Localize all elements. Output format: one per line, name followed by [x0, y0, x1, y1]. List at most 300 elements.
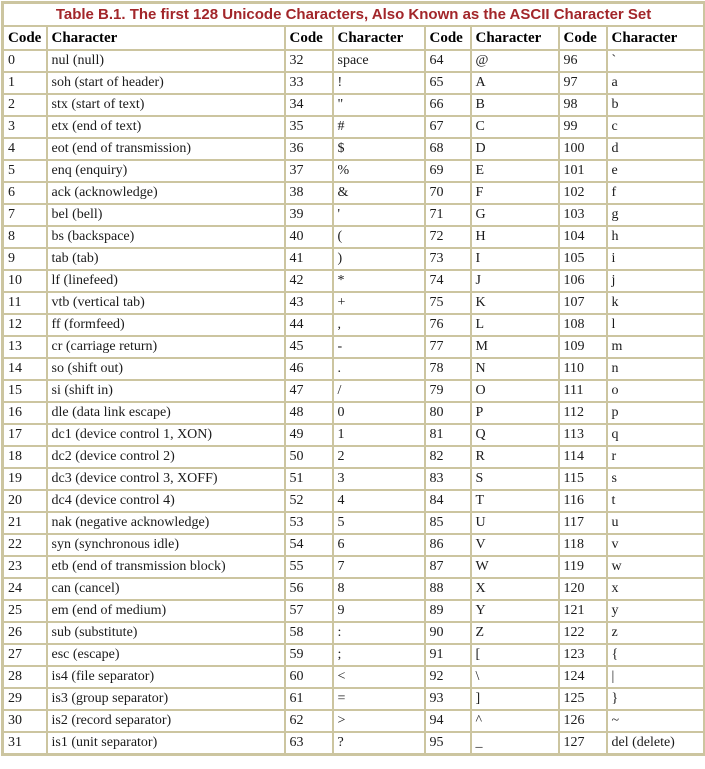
character-cell: is3 (group separator): [47, 688, 285, 710]
code-cell: 94: [425, 710, 471, 732]
character-cell: G: [471, 204, 559, 226]
character-cell: 7: [333, 556, 425, 578]
code-cell: 110: [559, 358, 607, 380]
character-cell: $: [333, 138, 425, 160]
character-cell: ^: [471, 710, 559, 732]
column-header-character-1: Character: [333, 26, 425, 50]
table-row: [3, 358, 705, 380]
character-cell: d: [607, 138, 705, 160]
character-cell: etx (end of text): [47, 116, 285, 138]
character-cell: %: [333, 160, 425, 182]
character-cell: T: [471, 490, 559, 512]
table-body: [3, 50, 705, 755]
code-cell: 67: [425, 116, 471, 138]
character-cell: Z: [471, 622, 559, 644]
code-cell: 36: [285, 138, 333, 160]
character-cell: sub (substitute): [47, 622, 285, 644]
code-cell: 57: [285, 600, 333, 622]
table-row: [3, 710, 705, 732]
character-cell: 4: [333, 490, 425, 512]
code-cell: 11: [3, 292, 47, 314]
code-cell: 86: [425, 534, 471, 556]
code-cell: 40: [285, 226, 333, 248]
code-cell: 117: [559, 512, 607, 534]
code-cell: 24: [3, 578, 47, 600]
character-cell: 3: [333, 468, 425, 490]
code-cell: 66: [425, 94, 471, 116]
character-cell: dc2 (device control 2): [47, 446, 285, 468]
character-cell: D: [471, 138, 559, 160]
code-cell: 41: [285, 248, 333, 270]
table-row: [3, 182, 705, 204]
character-cell: }: [607, 688, 705, 710]
character-cell: =: [333, 688, 425, 710]
code-cell: 96: [559, 50, 607, 72]
character-cell: cr (carriage return): [47, 336, 285, 358]
character-cell: soh (start of header): [47, 72, 285, 94]
character-cell: 5: [333, 512, 425, 534]
table-row: [3, 512, 705, 534]
character-cell: .: [333, 358, 425, 380]
code-cell: 52: [285, 490, 333, 512]
table-row: [3, 556, 705, 578]
code-cell: 13: [3, 336, 47, 358]
code-cell: 125: [559, 688, 607, 710]
character-cell: k: [607, 292, 705, 314]
code-cell: 9: [3, 248, 47, 270]
code-cell: 126: [559, 710, 607, 732]
code-cell: 47: [285, 380, 333, 402]
code-cell: 69: [425, 160, 471, 182]
table-row: [3, 116, 705, 138]
code-cell: 73: [425, 248, 471, 270]
code-cell: 81: [425, 424, 471, 446]
character-cell: -: [333, 336, 425, 358]
code-cell: 114: [559, 446, 607, 468]
character-cell: n: [607, 358, 705, 380]
character-cell: r: [607, 446, 705, 468]
character-cell: `: [607, 50, 705, 72]
code-cell: 27: [3, 644, 47, 666]
code-cell: 106: [559, 270, 607, 292]
code-cell: 8: [3, 226, 47, 248]
character-cell: is2 (record separator): [47, 710, 285, 732]
table-row: [3, 336, 705, 358]
character-cell: X: [471, 578, 559, 600]
code-cell: 17: [3, 424, 47, 446]
code-cell: 31: [3, 732, 47, 755]
code-cell: 10: [3, 270, 47, 292]
code-cell: 1: [3, 72, 47, 94]
code-cell: 113: [559, 424, 607, 446]
table-row: [3, 160, 705, 182]
code-cell: 20: [3, 490, 47, 512]
code-cell: 85: [425, 512, 471, 534]
character-cell: >: [333, 710, 425, 732]
code-cell: 79: [425, 380, 471, 402]
code-cell: 115: [559, 468, 607, 490]
character-cell: v: [607, 534, 705, 556]
code-cell: 93: [425, 688, 471, 710]
character-cell: B: [471, 94, 559, 116]
code-cell: 101: [559, 160, 607, 182]
column-header-code-3: Code: [559, 26, 607, 50]
code-cell: 98: [559, 94, 607, 116]
code-cell: 18: [3, 446, 47, 468]
code-cell: 59: [285, 644, 333, 666]
code-cell: 103: [559, 204, 607, 226]
code-cell: 38: [285, 182, 333, 204]
character-cell: I: [471, 248, 559, 270]
character-cell: space: [333, 50, 425, 72]
code-cell: 65: [425, 72, 471, 94]
character-cell: W: [471, 556, 559, 578]
character-cell: s: [607, 468, 705, 490]
code-cell: 108: [559, 314, 607, 336]
code-cell: 100: [559, 138, 607, 160]
code-cell: 119: [559, 556, 607, 578]
code-cell: 60: [285, 666, 333, 688]
character-cell: 2: [333, 446, 425, 468]
code-cell: 92: [425, 666, 471, 688]
code-cell: 56: [285, 578, 333, 600]
character-cell: can (cancel): [47, 578, 285, 600]
code-cell: 121: [559, 600, 607, 622]
code-cell: 76: [425, 314, 471, 336]
code-cell: 7: [3, 204, 47, 226]
character-cell: R: [471, 446, 559, 468]
character-cell: z: [607, 622, 705, 644]
table-row: [3, 204, 705, 226]
character-cell: ,: [333, 314, 425, 336]
code-cell: 74: [425, 270, 471, 292]
code-cell: 39: [285, 204, 333, 226]
code-cell: 14: [3, 358, 47, 380]
code-cell: 0: [3, 50, 47, 72]
table-row: [3, 732, 705, 755]
code-cell: 83: [425, 468, 471, 490]
column-header-character-0: Character: [47, 26, 285, 50]
code-cell: 104: [559, 226, 607, 248]
column-header-code-1: Code: [285, 26, 333, 50]
code-cell: 71: [425, 204, 471, 226]
character-cell: Q: [471, 424, 559, 446]
character-cell: ?: [333, 732, 425, 755]
character-cell: _: [471, 732, 559, 755]
code-cell: 90: [425, 622, 471, 644]
character-cell: esc (escape): [47, 644, 285, 666]
code-cell: 55: [285, 556, 333, 578]
character-cell: {: [607, 644, 705, 666]
character-cell: 6: [333, 534, 425, 556]
character-cell: :: [333, 622, 425, 644]
column-header-character-3: Character: [607, 26, 705, 50]
character-cell: ]: [471, 688, 559, 710]
code-cell: 63: [285, 732, 333, 755]
character-cell: ack (acknowledge): [47, 182, 285, 204]
character-cell: m: [607, 336, 705, 358]
character-cell: f: [607, 182, 705, 204]
character-cell: [: [471, 644, 559, 666]
code-cell: 45: [285, 336, 333, 358]
character-cell: j: [607, 270, 705, 292]
table-row: [3, 424, 705, 446]
code-cell: 116: [559, 490, 607, 512]
code-cell: 75: [425, 292, 471, 314]
table-row: [3, 314, 705, 336]
code-cell: 97: [559, 72, 607, 94]
table-row: [3, 534, 705, 556]
character-cell: <: [333, 666, 425, 688]
character-cell: dc3 (device control 3, XOFF): [47, 468, 285, 490]
character-cell: 0: [333, 402, 425, 424]
character-cell: @: [471, 50, 559, 72]
character-cell: N: [471, 358, 559, 380]
code-cell: 22: [3, 534, 47, 556]
character-cell: etb (end of transmission block): [47, 556, 285, 578]
table-row: [3, 270, 705, 292]
character-cell: t: [607, 490, 705, 512]
code-cell: 21: [3, 512, 47, 534]
code-cell: 4: [3, 138, 47, 160]
code-cell: 30: [3, 710, 47, 732]
character-cell: L: [471, 314, 559, 336]
code-cell: 78: [425, 358, 471, 380]
character-cell: ): [333, 248, 425, 270]
code-cell: 88: [425, 578, 471, 600]
character-cell: K: [471, 292, 559, 314]
table-row: [3, 50, 705, 72]
table-row: [3, 72, 705, 94]
character-cell: V: [471, 534, 559, 556]
code-cell: 72: [425, 226, 471, 248]
code-cell: 46: [285, 358, 333, 380]
table-title: Table B.1. The first 128 Unicode Characters, Also Known as the ASCII Character Set: [3, 3, 705, 27]
code-cell: 28: [3, 666, 47, 688]
code-cell: 19: [3, 468, 47, 490]
table-row: [3, 248, 705, 270]
column-header-code-0: Code: [3, 26, 47, 50]
character-cell: M: [471, 336, 559, 358]
character-cell: A: [471, 72, 559, 94]
character-cell: b: [607, 94, 705, 116]
code-cell: 105: [559, 248, 607, 270]
code-cell: 42: [285, 270, 333, 292]
code-cell: 112: [559, 402, 607, 424]
code-cell: 77: [425, 336, 471, 358]
table-row: [3, 402, 705, 424]
character-cell: ': [333, 204, 425, 226]
ascii-table: [1, 1, 705, 756]
character-cell: bel (bell): [47, 204, 285, 226]
character-cell: c: [607, 116, 705, 138]
column-header-character-2: Character: [471, 26, 559, 50]
character-cell: h: [607, 226, 705, 248]
code-cell: 118: [559, 534, 607, 556]
code-cell: 102: [559, 182, 607, 204]
code-cell: 84: [425, 490, 471, 512]
character-cell: !: [333, 72, 425, 94]
code-cell: 82: [425, 446, 471, 468]
character-cell: 9: [333, 600, 425, 622]
character-cell: lf (linefeed): [47, 270, 285, 292]
code-cell: 15: [3, 380, 47, 402]
code-cell: 6: [3, 182, 47, 204]
code-cell: 25: [3, 600, 47, 622]
character-cell: ;: [333, 644, 425, 666]
character-cell: syn (synchronous idle): [47, 534, 285, 556]
code-cell: 91: [425, 644, 471, 666]
character-cell: S: [471, 468, 559, 490]
code-cell: 53: [285, 512, 333, 534]
code-cell: 33: [285, 72, 333, 94]
table-row: [3, 380, 705, 402]
code-cell: 48: [285, 402, 333, 424]
table-row: [3, 600, 705, 622]
table-row: [3, 578, 705, 600]
character-cell: ff (formfeed): [47, 314, 285, 336]
code-cell: 35: [285, 116, 333, 138]
character-cell: is1 (unit separator): [47, 732, 285, 755]
character-cell: #: [333, 116, 425, 138]
column-header-code-2: Code: [425, 26, 471, 50]
header-row: [3, 26, 705, 50]
character-cell: enq (enquiry): [47, 160, 285, 182]
code-cell: 89: [425, 600, 471, 622]
table-row: [3, 468, 705, 490]
code-cell: 87: [425, 556, 471, 578]
code-cell: 127: [559, 732, 607, 755]
character-cell: /: [333, 380, 425, 402]
code-cell: 34: [285, 94, 333, 116]
character-cell: bs (backspace): [47, 226, 285, 248]
table-row: [3, 688, 705, 710]
code-cell: 70: [425, 182, 471, 204]
character-cell: o: [607, 380, 705, 402]
table-row: [3, 226, 705, 248]
code-cell: 58: [285, 622, 333, 644]
character-cell: em (end of medium): [47, 600, 285, 622]
code-cell: 49: [285, 424, 333, 446]
character-cell: x: [607, 578, 705, 600]
code-cell: 61: [285, 688, 333, 710]
character-cell: Y: [471, 600, 559, 622]
character-cell: del (delete): [607, 732, 705, 755]
table-row: [3, 666, 705, 688]
character-cell: l: [607, 314, 705, 336]
title-row: [3, 3, 705, 27]
character-cell: 8: [333, 578, 425, 600]
character-cell: C: [471, 116, 559, 138]
character-cell: g: [607, 204, 705, 226]
character-cell: ": [333, 94, 425, 116]
code-cell: 111: [559, 380, 607, 402]
code-cell: 3: [3, 116, 47, 138]
code-cell: 5: [3, 160, 47, 182]
character-cell: *: [333, 270, 425, 292]
code-cell: 43: [285, 292, 333, 314]
character-cell: P: [471, 402, 559, 424]
character-cell: a: [607, 72, 705, 94]
character-cell: J: [471, 270, 559, 292]
code-cell: 12: [3, 314, 47, 336]
code-cell: 54: [285, 534, 333, 556]
character-cell: stx (start of text): [47, 94, 285, 116]
character-cell: 1: [333, 424, 425, 446]
character-cell: H: [471, 226, 559, 248]
code-cell: 120: [559, 578, 607, 600]
code-cell: 29: [3, 688, 47, 710]
code-cell: 16: [3, 402, 47, 424]
character-cell: p: [607, 402, 705, 424]
character-cell: F: [471, 182, 559, 204]
character-cell: q: [607, 424, 705, 446]
character-cell: nul (null): [47, 50, 285, 72]
character-cell: is4 (file separator): [47, 666, 285, 688]
code-cell: 95: [425, 732, 471, 755]
character-cell: |: [607, 666, 705, 688]
code-cell: 37: [285, 160, 333, 182]
code-cell: 109: [559, 336, 607, 358]
character-cell: dc4 (device control 4): [47, 490, 285, 512]
character-cell: +: [333, 292, 425, 314]
code-cell: 2: [3, 94, 47, 116]
character-cell: eot (end of transmission): [47, 138, 285, 160]
code-cell: 124: [559, 666, 607, 688]
code-cell: 44: [285, 314, 333, 336]
character-cell: si (shift in): [47, 380, 285, 402]
character-cell: vtb (vertical tab): [47, 292, 285, 314]
character-cell: w: [607, 556, 705, 578]
code-cell: 26: [3, 622, 47, 644]
character-cell: dle (data link escape): [47, 402, 285, 424]
table-row: [3, 490, 705, 512]
code-cell: 80: [425, 402, 471, 424]
character-cell: so (shift out): [47, 358, 285, 380]
code-cell: 123: [559, 644, 607, 666]
character-cell: e: [607, 160, 705, 182]
character-cell: O: [471, 380, 559, 402]
table-row: [3, 138, 705, 160]
code-cell: 62: [285, 710, 333, 732]
character-cell: &: [333, 182, 425, 204]
table-row: [3, 622, 705, 644]
character-cell: y: [607, 600, 705, 622]
code-cell: 32: [285, 50, 333, 72]
character-cell: (: [333, 226, 425, 248]
code-cell: 99: [559, 116, 607, 138]
code-cell: 50: [285, 446, 333, 468]
character-cell: nak (negative acknowledge): [47, 512, 285, 534]
code-cell: 107: [559, 292, 607, 314]
character-cell: E: [471, 160, 559, 182]
character-cell: dc1 (device control 1, XON): [47, 424, 285, 446]
character-cell: U: [471, 512, 559, 534]
table-row: [3, 94, 705, 116]
character-cell: i: [607, 248, 705, 270]
code-cell: 68: [425, 138, 471, 160]
table-row: [3, 446, 705, 468]
character-cell: tab (tab): [47, 248, 285, 270]
character-cell: ~: [607, 710, 705, 732]
character-cell: u: [607, 512, 705, 534]
code-cell: 23: [3, 556, 47, 578]
code-cell: 64: [425, 50, 471, 72]
code-cell: 51: [285, 468, 333, 490]
table-row: [3, 644, 705, 666]
table-row: [3, 292, 705, 314]
code-cell: 122: [559, 622, 607, 644]
